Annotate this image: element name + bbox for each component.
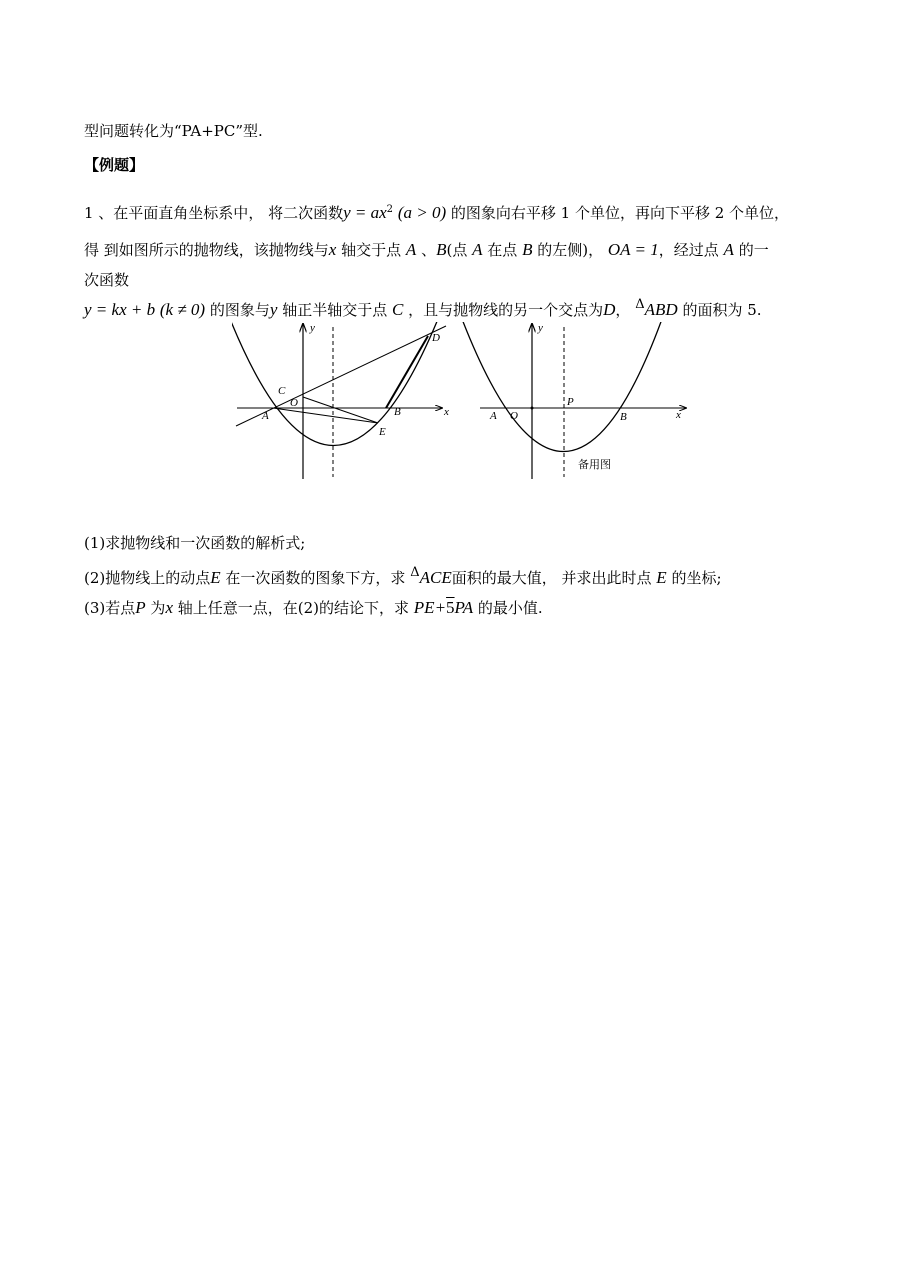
label-d: D [432, 332, 440, 344]
problem-text: (点 [446, 241, 468, 259]
problem-line-1 [84, 200, 789, 223]
problem-text: ，且与抛物线的另一个交点为 [408, 301, 604, 319]
question-3 [84, 598, 543, 618]
problem-text: 得 到如图所示的抛物线，该抛物线与 [84, 241, 329, 259]
figure-backup [458, 322, 690, 480]
problem-text: 的左侧)， [537, 241, 604, 259]
math-var: P [135, 598, 146, 617]
problem-line-4 [84, 297, 762, 322]
problem-text: ， [615, 301, 631, 319]
label-a: A [262, 410, 269, 422]
question-text: 为 [150, 599, 166, 617]
math-var: B [522, 240, 533, 259]
question-text: (2)抛物线上的动点 [84, 569, 211, 587]
math-var: x [165, 598, 173, 617]
math-var: C [392, 300, 404, 319]
math-var: PA [454, 598, 474, 617]
math-condition: (k ≠ 0) [159, 300, 206, 319]
problem-text: 轴正半轴交于点 [282, 301, 388, 319]
problem-text: ，经过点 [658, 241, 719, 259]
segment-ae [273, 408, 378, 423]
triangle-symbol: Δ [635, 297, 645, 312]
question-text: (3)若点 [84, 599, 136, 617]
problem-text: 的图象向右平移 1 个单位，再向下平移 2 个单位， [450, 204, 790, 222]
math-expr: OA = 1 [607, 240, 659, 259]
figure-main [232, 322, 464, 480]
label-c: C [278, 385, 286, 397]
problem-text: 的面积为 5. [682, 301, 762, 319]
problem-line-2 [84, 240, 769, 260]
question-text: 轴上任意一点，在(2)的结论下，求 [177, 599, 410, 617]
problem-text: 1 、在平面直角坐标系中， 将二次函数 [84, 204, 344, 222]
problem-text: 在点 [487, 241, 518, 259]
math-var: D [603, 300, 616, 319]
segment-bd [386, 336, 428, 408]
math-var: y [269, 300, 278, 319]
question-2 [84, 565, 722, 590]
problem-text: 、 [421, 241, 437, 259]
backup-caption: 备用图 [578, 458, 611, 471]
intro-text: 型问题转化为“PA+PC”型. [84, 122, 263, 140]
problem-text: 的一 [738, 241, 769, 259]
math-var: A [723, 240, 734, 259]
label-b: B [620, 411, 627, 423]
math-var: A [405, 240, 417, 259]
math-var: A [472, 240, 483, 259]
question-text: 的最小值. [477, 599, 543, 617]
sqrt-radicand: 5 [446, 598, 455, 617]
parabola [462, 322, 662, 452]
math-var: x [328, 240, 337, 259]
label-p: P [567, 396, 574, 408]
label-y: y [310, 322, 315, 334]
label-e: E [379, 426, 386, 438]
triangle-symbol: Δ [410, 565, 420, 580]
label-a: A [490, 410, 497, 422]
label-x: x [676, 409, 681, 421]
label-o: O [510, 410, 518, 422]
math-exponent: 2 [386, 204, 394, 215]
question-text: 面积的最大值， 并求出此时点 [451, 569, 652, 587]
math-var: ACE [419, 568, 452, 587]
label-o: O [290, 397, 298, 409]
math-var: E [656, 568, 667, 587]
math-var: B [436, 240, 447, 259]
label-x: x [444, 406, 449, 418]
problem-text: 轴交于点 [341, 241, 402, 259]
segment-ce [303, 397, 378, 423]
label-y: y [538, 322, 543, 334]
math-condition: (a > 0) [397, 203, 447, 222]
point-o [531, 407, 534, 410]
example-heading: 【例题】 [84, 156, 145, 174]
math-var: ABD [644, 300, 678, 319]
math-var: E [210, 568, 221, 587]
math-expr: y = kx + b [84, 300, 156, 319]
problem-line-3: 次函数 [84, 271, 130, 289]
question-text: 在一次函数的图象下方，求 [225, 569, 406, 587]
question-1: (1)求抛物线和一次函数的解析式; [84, 534, 306, 552]
label-b: B [394, 406, 401, 418]
question-text: 的坐标; [671, 569, 722, 587]
math-expr: PE+ [413, 598, 447, 617]
parabola [232, 322, 438, 446]
problem-text: 的图象与 [209, 301, 270, 319]
math-expr: y = ax [343, 203, 387, 222]
